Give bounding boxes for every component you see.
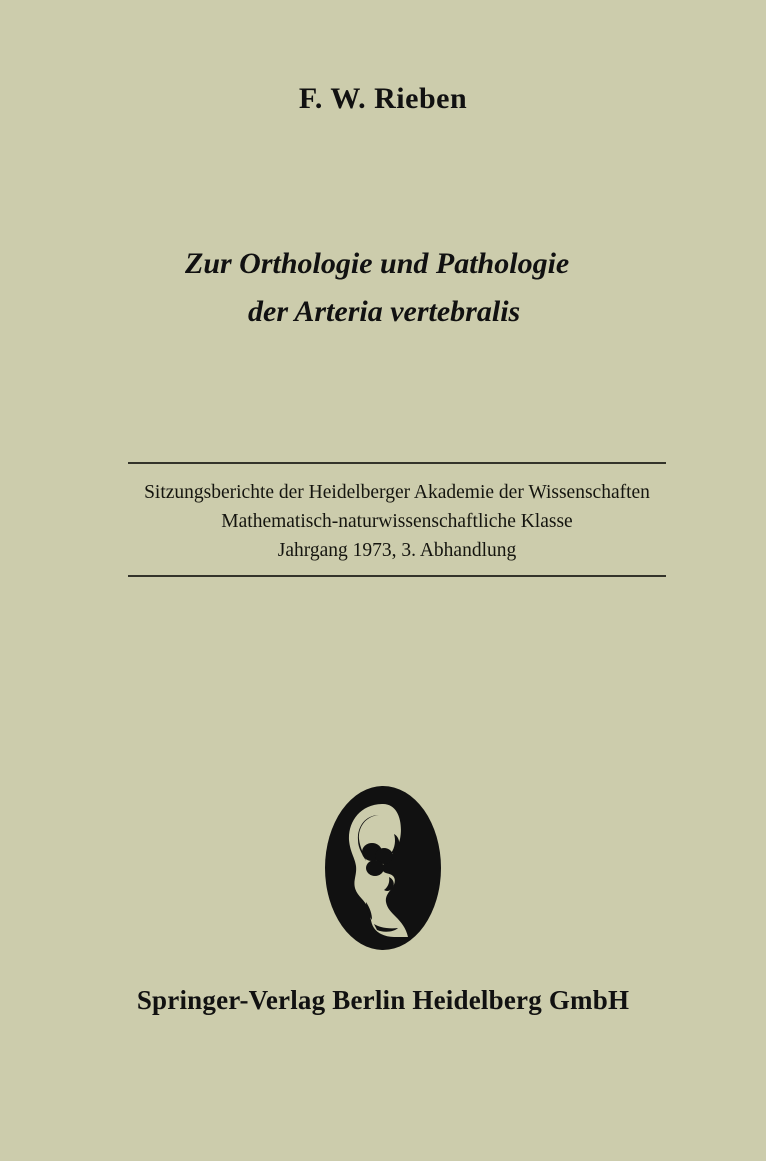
title-line-2: der Arteria vertebralis (248, 295, 521, 328)
series-line-3: Jahrgang 1973, 3. Abhandlung (277, 540, 517, 561)
book-title (130, 240, 670, 336)
publisher-logo-container (0, 782, 766, 959)
divider-bottom (128, 575, 666, 577)
series-information (128, 462, 666, 577)
series-line-1: Sitzungsberichte der Heidelberger Akademie der Wissenschaften (144, 482, 650, 503)
title-line-1: Zur Orthologie und Pathologie (185, 247, 570, 280)
series-line-2: Mathematisch-naturwissenschaftliche Klasse (221, 511, 573, 532)
series-lines (128, 464, 666, 575)
author-name: F. W. Rieben (298, 82, 468, 115)
springer-minerva-logo-icon (322, 782, 444, 954)
publisher-name: Springer-Verlag Berlin Heidelberg GmbH (136, 985, 630, 1015)
